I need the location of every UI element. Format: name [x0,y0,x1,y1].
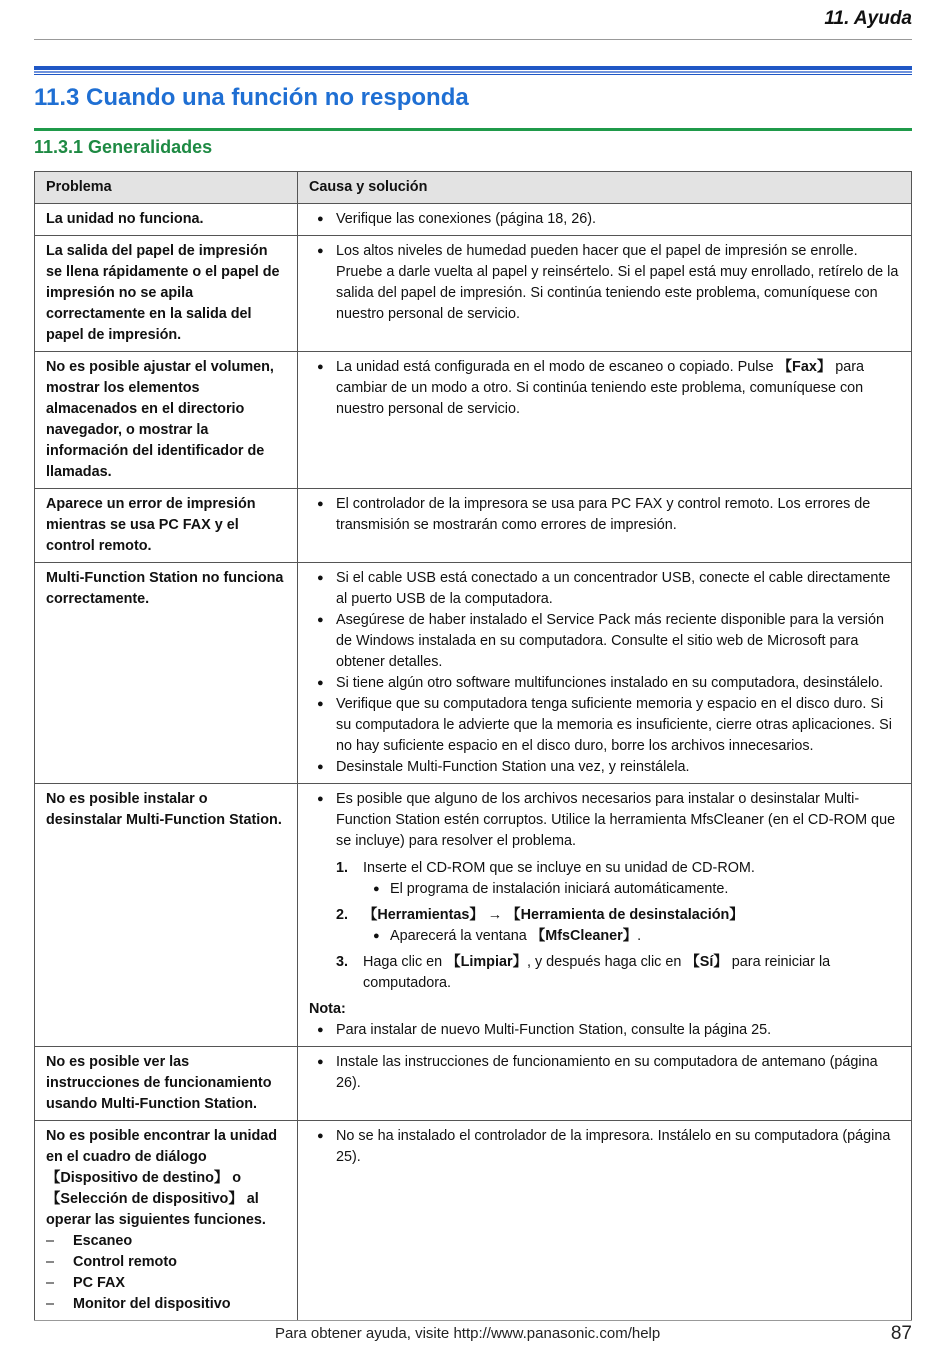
table-row [35,352,912,489]
table-row [35,1047,912,1121]
table-row [35,204,912,236]
troubleshooting-table [34,171,912,1321]
solution-bullet: ● El controlador de la impresora se usa para PC FAX y control remoto. Los errores de transmisión se mostrarán como errores de impresión. [309,494,900,536]
problem-cell: La salida del papel de impresión se llena rápidamente o el papel de impresión no se apila correctamente en la salida del papel de impresión. [35,236,298,352]
column-header-solution: Causa y solución [298,172,912,204]
function-item: – PC FAX [46,1273,286,1294]
problem-cell [35,1121,298,1321]
step-list [309,858,900,994]
table-row [35,784,912,1047]
step-text: Inserte el CD-ROM que se incluye en su unidad de CD-ROM. [363,860,755,876]
problem-cell: Multi-Function Station no funciona correctamente. [35,563,298,784]
step-sub-bullet: ● Aparecerá la ventana 【MfsCleaner】. [363,926,900,947]
problem-cell: No es posible instalar o desinstalar Multi-Function Station. [35,784,298,1047]
solution-bullet: ● La unidad está configurada en el modo de escaneo o copiado. Pulse 【Fax】 para cambiar de un modo a otro. Si continúa teniendo este problema, comuníquese con nuestro personal de servicio. [309,357,900,420]
problem-line: No es posible encontrar la unidad en el cuadro de diálogo [46,1128,278,1165]
page-number: 87 [890,1323,912,1344]
solution-cell [298,204,912,236]
table-row [35,1121,912,1321]
solution-bullet: ● Asegúrese de haber instalado el Service Pack más reciente disponible para la versión de Windows instalada en su computadora. Consulte el sitio web de Microsoft para obtener detalles. [309,610,900,673]
function-item: – Control remoto [46,1252,286,1273]
section-title: 11.3 Cuando una función no responda [34,84,469,111]
solution-bullet: ● Instale las instrucciones de funcionamiento en su computadora de antemano (página 26). [309,1052,900,1094]
solution-cell [298,563,912,784]
problem-cell: Aparece un error de impresión mientras se usa PC FAX y el control remoto. [35,489,298,563]
step-number: 2. [336,907,349,923]
solution-cell [298,489,912,563]
fax-key: 【Fax】 [777,359,832,375]
subsection-rule [34,128,912,131]
section-bar [34,66,912,75]
solution-cell [298,1047,912,1121]
solution-bullet: ● Verifique que su computadora tenga suficiente memoria y espacio en el disco duro. Si su computadora le advierte que la memoria es insuficiente, cierre otras aplicaciones. Si no hay suficiente espacio en el disco duro, borre los archivos innecesarios. [309,694,900,757]
solution-bullet: ● Si tiene algún otro software multifunciones instalado en su computadora, desinstálelo. [309,673,900,694]
mfscleaner-key: 【MfsCleaner】 [530,928,638,944]
clean-key: 【Limpiar】 [446,954,527,970]
solution-cell [298,1121,912,1321]
solution-bullet: ● Si el cable USB está conectado a un concentrador USB, conecte el cable directamente al puerto USB de la computadora. [309,568,900,610]
function-item: – Monitor del dispositivo [46,1294,286,1315]
step-sub-bullet: ● El programa de instalación iniciará automáticamente. [363,879,900,900]
step-number: 3. [336,954,349,970]
function-item: – Escaneo [46,1231,286,1252]
step-item [309,858,900,900]
solution-cell [298,352,912,489]
footer-rule [34,1320,912,1321]
step-number: 1. [336,860,349,876]
solution-bullet: ● Desinstale Multi-Function Station una vez, y reinstálela. [309,757,900,778]
problem-cell: La unidad no funciona. [35,204,298,236]
chapter-header: 11. Ayuda [824,8,912,29]
solution-bullet: ● No se ha instalado el controlador de la impresora. Instálelo en su computadora (página 25). [309,1126,900,1168]
yes-key: 【Sí】 [685,954,728,970]
step-item [309,905,900,947]
problem-cell: No es posible ajustar el volumen, mostrar los elementos almacenados en el directorio navegador, o mostrar la información del identificador de llamadas. [35,352,298,489]
header-rule [34,39,912,40]
table-row [35,489,912,563]
subsection-title: 11.3.1 Generalidades [34,137,213,157]
step-item: 3. Haga clic en 【Limpiar】, y después haga clic en 【Sí】 para reiniciar la computadora. [336,954,831,991]
note-label: Nota: [309,1001,346,1017]
problem-line: 【Dispositivo de destino】 o [46,1170,242,1186]
solution-cell [298,236,912,352]
uninstall-tool-key: 【Herramienta de desinstalación】 [506,907,744,923]
solution-bullet: ● Es posible que alguno de los archivos necesarios para instalar o desinstalar Multi-Function Station estén corruptos. Utilice la herramienta MfsCleaner (en el CD-ROM que se incluye) para resolver el problema. [309,789,900,852]
table-header-row [35,172,912,204]
column-header-problem: Problema [35,172,298,204]
problem-line: 【Selección de dispositivo】 al operar las siguientes funciones. [46,1191,266,1228]
note-bullet: ● Para instalar de nuevo Multi-Function Station, consulte la página 25. [309,1020,900,1041]
footer-help-text: Para obtener ayuda, visite http://www.panasonic.com/help [275,1325,661,1342]
solution-cell [298,784,912,1047]
tools-key: 【Herramientas】 [363,907,484,923]
arrow-icon: → [483,907,507,923]
table-row [35,236,912,352]
solution-bullet: ● Verifique las conexiones (página 18, 26). [309,209,900,230]
table-row [35,563,912,784]
solution-bullet: ● Los altos niveles de humedad pueden hacer que el papel de impresión se enrolle. Pruebe a darle vuelta al papel y reinsértelo. Si el papel está muy enrollado, retírelo de la salida del papel de impresión. Si continúa teniendo este problema, comuníquese con nuestro personal de servicio. [309,241,900,325]
problem-cell: No es posible ver las instrucciones de funcionamiento usando Multi-Function Station. [35,1047,298,1121]
